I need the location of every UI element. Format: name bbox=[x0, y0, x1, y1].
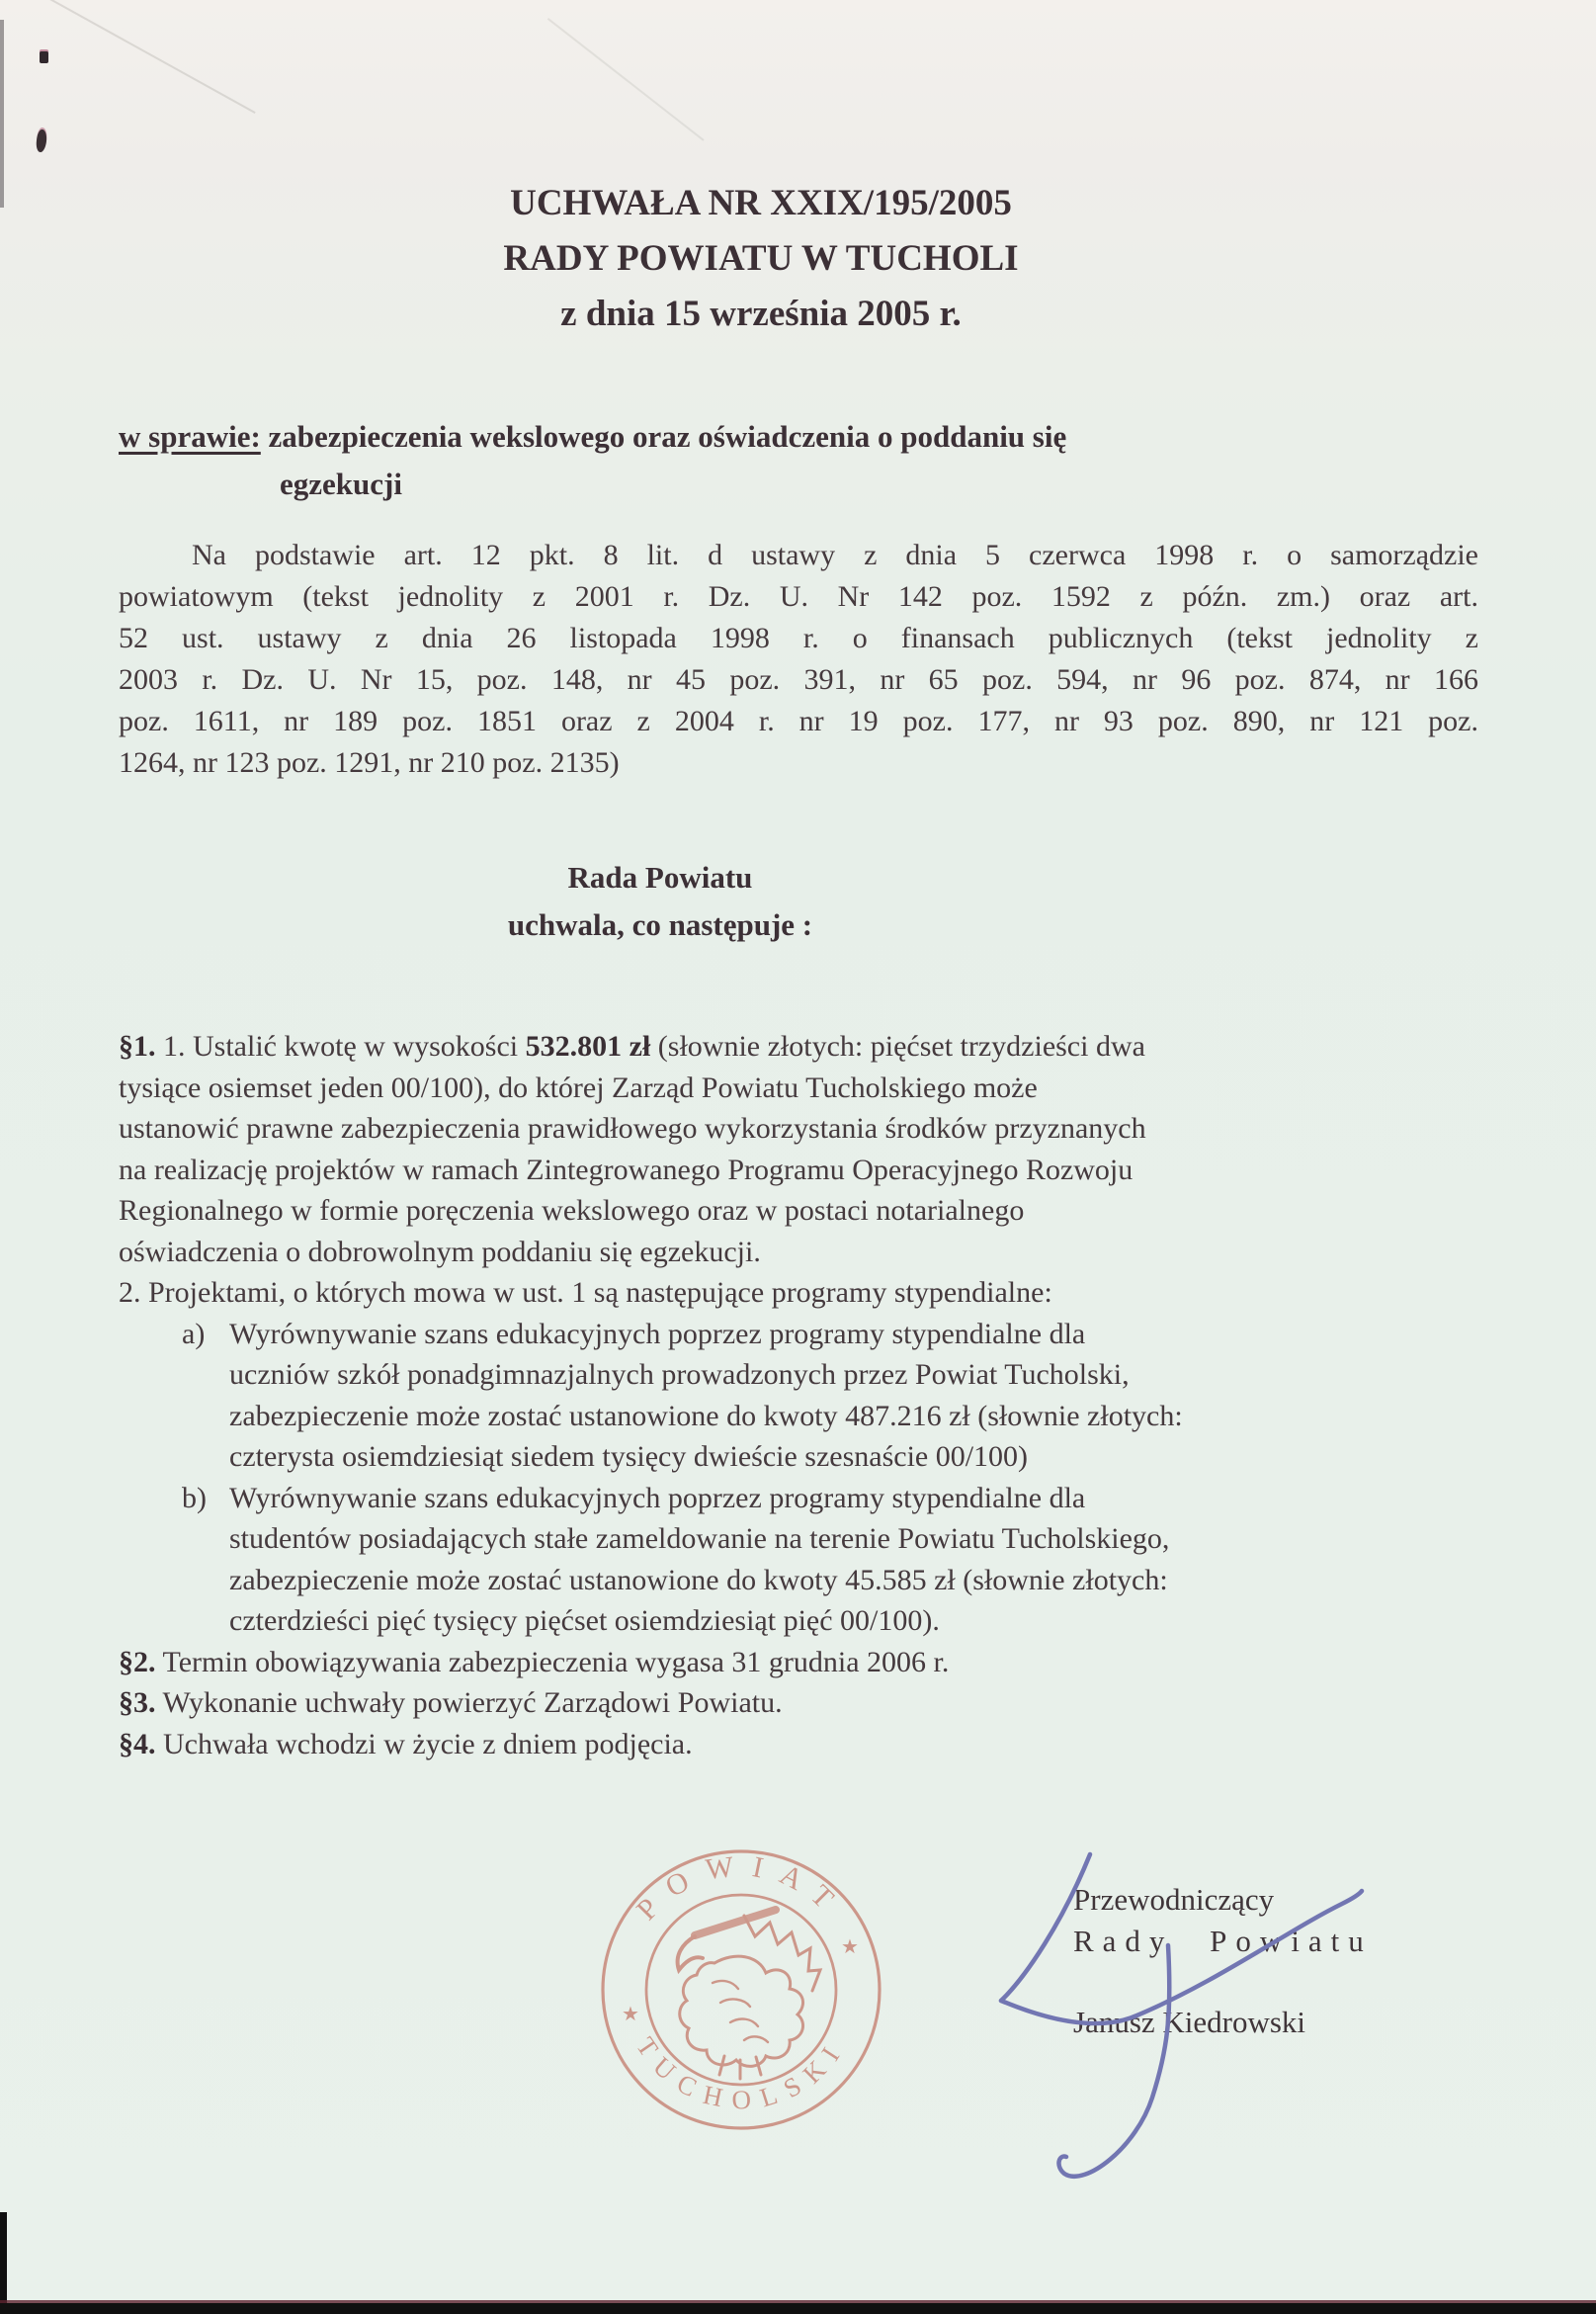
amount-total: 532.801 zł bbox=[525, 1030, 651, 1063]
section-4-number: §4. bbox=[119, 1727, 156, 1760]
ink-speck bbox=[40, 51, 48, 63]
legal-basis-paragraph bbox=[119, 535, 1478, 784]
text-run: Termin obowiązywania zabezpieczenia wygasa 31 grudnia 2006 r. bbox=[155, 1645, 950, 1678]
text-run: Wykonanie uchwały powierzyć Zarządowi Powiatu. bbox=[155, 1686, 783, 1719]
stamp-top-text: POWIAT bbox=[630, 1848, 853, 1928]
ink-speck bbox=[36, 129, 48, 152]
text-line: czterdzieści pięć tysięcy pięćset osiemdziesiąt pięć 00/100). bbox=[229, 1604, 940, 1637]
signer-name: Janusz Kiedrowski bbox=[1073, 2005, 1306, 2039]
title-line-authority: RADY POWIATU W TUCHOLI bbox=[503, 238, 1019, 279]
paper-crease bbox=[39, 0, 256, 114]
text-line: Wyrównywanie szans edukacyjnych poprzez programy stypendialne dla bbox=[229, 1481, 1086, 1514]
text-line: zabezpieczenie może zostać ustanowione do kwoty 487.216 zł (słownie złotych: bbox=[229, 1399, 1183, 1432]
text-run: (słownie złotych: pięćset trzydzieści dwa bbox=[650, 1030, 1145, 1063]
section-4-line bbox=[119, 1724, 1480, 1765]
text-run: 1. Ustalić kwotę w wysokości bbox=[155, 1030, 526, 1063]
text-run: Uchwała wchodzi w życie z dniem podjęcia. bbox=[155, 1727, 693, 1760]
text-line: ustanowić prawne zabezpieczenia prawidłowego wykorzystania środków przyznanych bbox=[119, 1112, 1146, 1145]
section-3-number: §3. bbox=[119, 1686, 156, 1719]
stamp-star-right: ★ bbox=[841, 1936, 859, 1958]
list-item-b bbox=[119, 1478, 1480, 1642]
signer-role-line-1: Przewodniczący bbox=[1073, 1882, 1275, 1917]
list-marker-a: a) bbox=[182, 1317, 206, 1350]
title-line-number: UCHWAŁA NR XXIX/195/2005 bbox=[510, 183, 1012, 223]
text-line: tysiące osiemset jeden 00/100), do której Zarząd Powiatu Tucholskiego może bbox=[119, 1071, 1038, 1104]
official-round-stamp bbox=[596, 1844, 886, 2135]
section-1-line bbox=[119, 1026, 1480, 1068]
handwritten-signature bbox=[968, 1829, 1522, 2214]
text-line: powiatowym (tekst jednolity z 2001 r. Dz. U. Nr 142 poz. 1592 z późn. zm.) oraz art. bbox=[119, 580, 1478, 613]
point-2-line: 2. Projektami, o których mowa w ust. 1 są następujące programy stypendialne: bbox=[119, 1276, 1052, 1309]
subject-line-2: egzekucji bbox=[280, 467, 402, 501]
text-line: uczniów szkół ponadgimnazjalnych prowadzonych przez Powiat Tucholski, bbox=[229, 1358, 1130, 1391]
text-line: Regionalnego w formie poręczenia wekslowego oraz w postaci notarialnego bbox=[119, 1194, 1025, 1227]
paper-crease bbox=[547, 18, 705, 141]
text-line: czterysta osiemdziesiąt siedem tysięcy dwieście szesnaście 00/100) bbox=[229, 1440, 1029, 1473]
section-1-number: §1. bbox=[119, 1030, 156, 1063]
stamp-star-left: ★ bbox=[622, 2004, 639, 2025]
heading-line-1: Rada Powiatu bbox=[567, 860, 753, 895]
scanner-bottom-edge bbox=[0, 2303, 1596, 2314]
text-line: Na podstawie art. 12 pkt. 8 lit. d ustawy z dnia 5 czerwca 1998 r. o samorządzie bbox=[192, 539, 1478, 571]
scan-edge-artifact bbox=[0, 20, 4, 208]
stamp-graphic bbox=[596, 1844, 886, 2135]
subject-text: zabezpieczenia wekslowego oraz oświadczenia o poddaniu się bbox=[260, 419, 1067, 454]
resolution-body bbox=[119, 1026, 1480, 1764]
text-line: poz. 1611, nr 189 poz. 1851 oraz z 2004 r. nr 19 poz. 177, nr 93 poz. 890, nr 121 poz. bbox=[119, 705, 1478, 737]
scan-edge-artifact bbox=[0, 2212, 7, 2314]
heading-line-2: uchwala, co następuje : bbox=[507, 907, 813, 942]
text-line: Wyrównywanie szans edukacyjnych poprzez programy stypendialne dla bbox=[229, 1317, 1086, 1350]
stamp-eagle-icon bbox=[678, 1910, 820, 2079]
list-item-a bbox=[119, 1314, 1480, 1478]
text-line: studentów posiadających stałe zameldowanie na terenie Powiatu Tucholskiego, bbox=[229, 1522, 1170, 1555]
resolution-heading bbox=[0, 854, 1320, 949]
text-line: 1264, nr 123 poz. 1291, nr 210 poz. 2135) bbox=[119, 746, 620, 779]
text-line: 2003 r. Dz. U. Nr 15, poz. 148, nr 45 poz. 391, nr 65 poz. 594, nr 96 poz. 874, nr 166 bbox=[119, 663, 1478, 696]
list-marker-b: b) bbox=[182, 1481, 207, 1514]
text-line: 52 ust. ustawy z dnia 26 listopada 1998 r. o finansach publicznych (tekst jednolity z bbox=[119, 622, 1478, 654]
section-2-line bbox=[119, 1642, 1480, 1683]
subject-label: w sprawie: bbox=[119, 419, 261, 454]
text-line: zabezpieczenie może zostać ustanowione do kwoty 45.585 zł (słownie złotych: bbox=[229, 1563, 1168, 1596]
text-line: oświadczenia o dobrowolnym poddaniu się egzekucji. bbox=[119, 1235, 761, 1268]
section-2-number: §2. bbox=[119, 1645, 156, 1678]
subject-line-1 bbox=[119, 413, 1492, 461]
document-title bbox=[0, 176, 1522, 342]
signer-role-line-2: Rady Powiatu bbox=[1073, 1924, 1373, 1958]
subject-paragraph bbox=[119, 413, 1492, 508]
section-3-line bbox=[119, 1682, 1480, 1724]
stamp-bottom-text: TUCHOLSKI bbox=[630, 2031, 852, 2115]
text-line: na realizację projektów w ramach Zintegrowanego Programu Operacyjnego Rozwoju bbox=[119, 1153, 1134, 1186]
title-line-date: z dnia 15 września 2005 r. bbox=[560, 294, 962, 334]
